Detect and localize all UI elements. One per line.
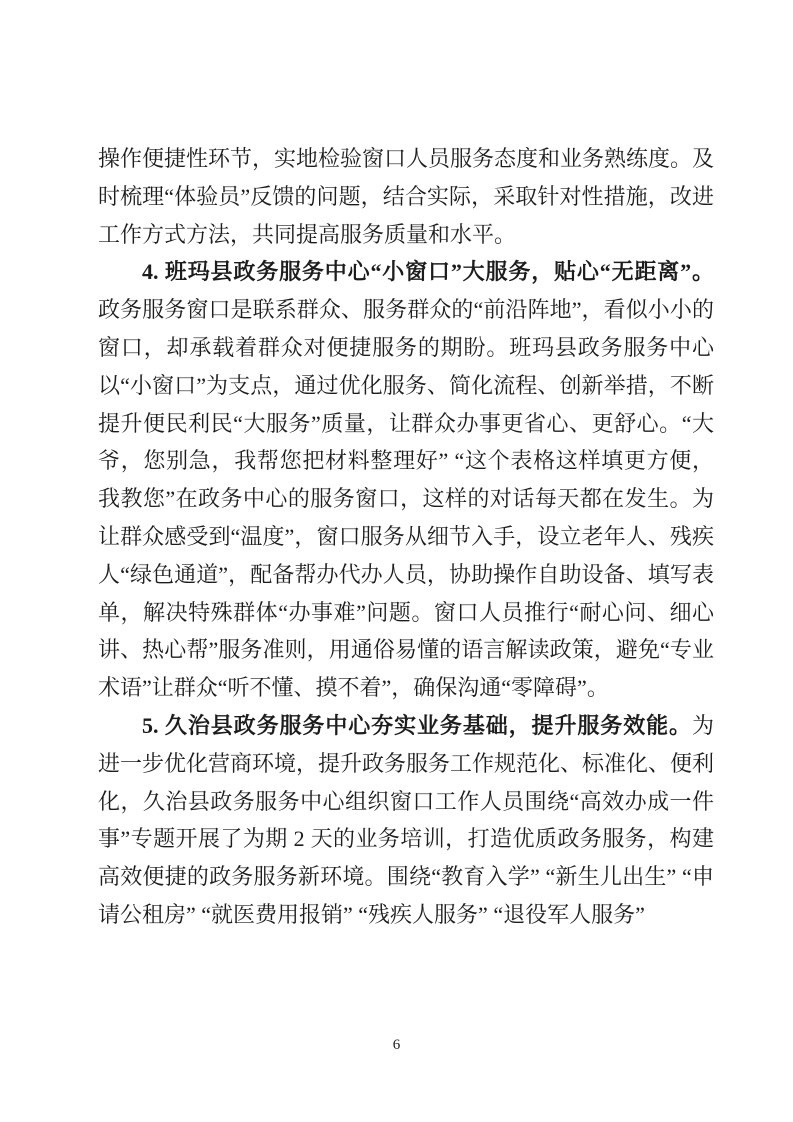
page-number: 6 — [392, 1037, 401, 1053]
paragraph-section-5 — [98, 707, 714, 934]
section-5-heading: 5. 久治县政务服务中心夯实业务基础，提升服务效能。 — [142, 712, 692, 738]
section-4-heading: 4. 班玛县政务服务中心“小窗口”大服务，贴心“无距离”。 — [142, 259, 714, 285]
paragraph-text: 为进一步优化营商环境，提升政务服务工作规范化、标准化、便利化，久治县政务服务中心组织窗口工作人员围绕“高效办成一件事”专题开展了为期 2 天的业务培训，打造优质政务服务，构建高效便捷的政务服务新环境。围绕“教育入学” “新生儿出生” “申请公租房” “就医费用报销” “残疾人服务” “退役军人服务” — [98, 712, 715, 927]
document-body — [98, 140, 714, 934]
paragraph-text: 操作便捷性环节，实地检验窗口人员服务态度和业务熟练度。及时梳理“体验员”反馈的问题，结合实际，采取针对性措施，改进工作方式方法，共同提高服务质量和水平。 — [98, 146, 715, 247]
paragraph-text: 政务服务窗口是联系群众、服务群众的“前沿阵地”，看似小小的窗口，却承载着群众对便捷服务的期盼。班玛县政务服务中心以“小窗口”为支点，通过优化服务、简化流程、创新举措，不断提升便民利民“大服务”质量，让群众办事更省心、更舒心。“大爷，您别急，我帮您把材料整理好” “这个表格这样填更方便，我教您”在政务中心的服务窗口，这样的对话每天都在发生。为让群众感受到“温度”，窗口服务从细节入手，设立老年人、残疾人“绿色通道”，配备帮办代办人员，协助操作自助设备、填写表单，解决特殊群体“办事难”问题。窗口人员推行“耐心问、细心讲、热心帮”服务准则，用通俗易懂的语言解读政策，避免“专业术语”让群众“听不懂、摸不着”，确保沟通“零障碍”。 — [98, 297, 714, 701]
paragraph-continuation — [98, 140, 714, 253]
paragraph-section-4 — [98, 253, 714, 707]
